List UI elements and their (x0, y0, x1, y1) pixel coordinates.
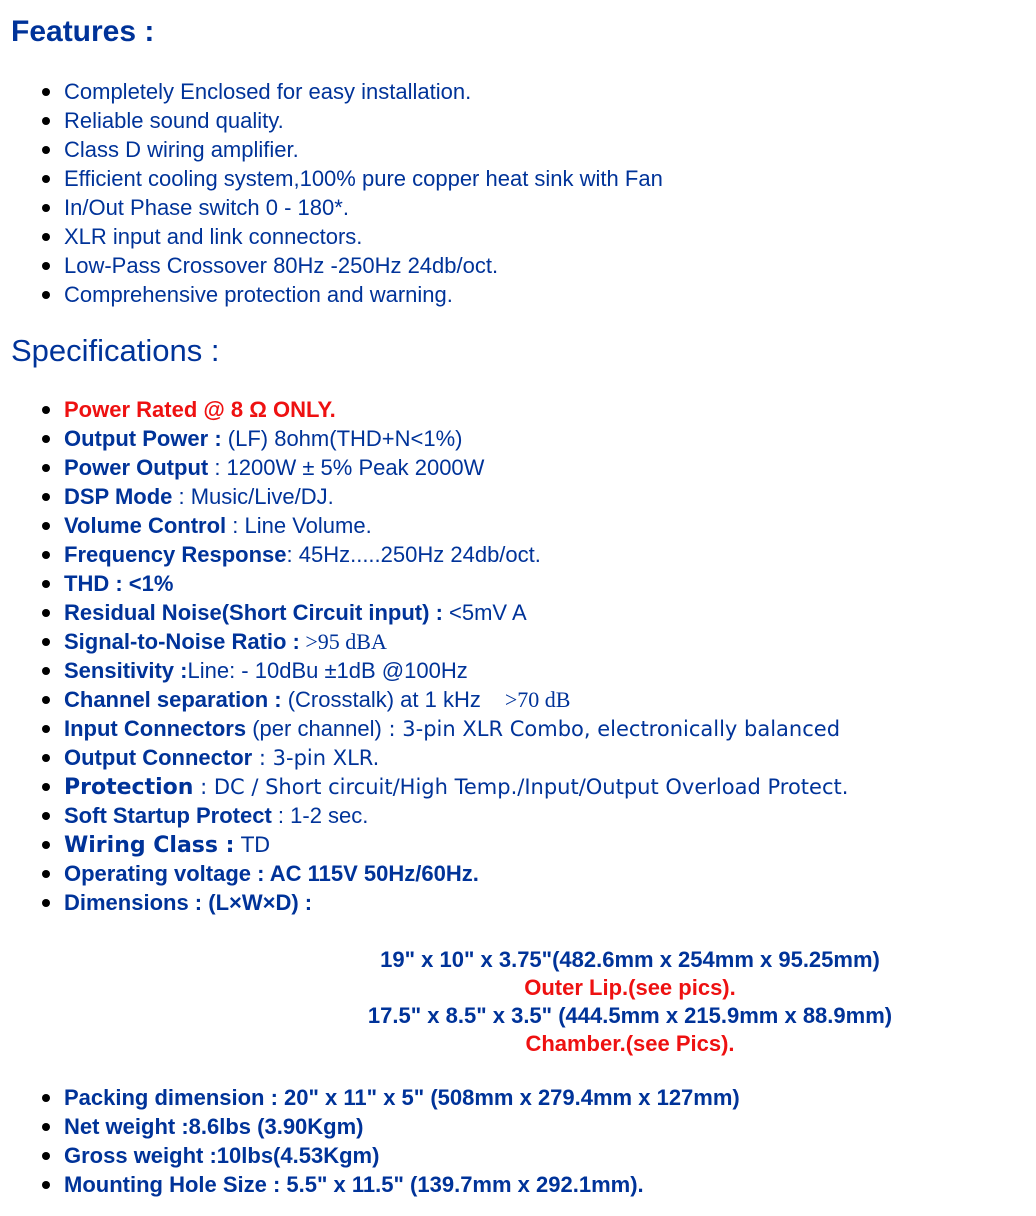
spec-value: Line: - 10dBu ±1dB @100Hz (187, 658, 468, 683)
spec-input-connectors (42, 714, 848, 743)
spec-value: : Music/Live/DJ. (172, 484, 334, 509)
spec-value: >95 dBA (299, 629, 387, 654)
bullet-icon (42, 638, 50, 646)
list-item (42, 77, 663, 106)
list-item (42, 251, 663, 280)
spec-value-secondary: : 3-pin XLR Combo, electronically balanced (381, 717, 841, 741)
feature-text: Completely Enclosed for easy installation. (64, 79, 472, 104)
bullet-icon (42, 117, 50, 125)
bullet-icon (42, 262, 50, 270)
chamber-dimensions: 17.5" x 8.5" x 3.5" (444.5mm x 215.9mm x 88.9mm) (367, 1003, 893, 1028)
bullet-icon (42, 146, 50, 154)
spec-dimensions (42, 888, 848, 917)
spec-label: Frequency Response (64, 542, 287, 567)
spec-net-weight (42, 1112, 740, 1141)
feature-text: In/Out Phase switch 0 - 180*. (64, 195, 349, 220)
spec-value: (LF) 8ohm(THD+N<1%) (221, 426, 463, 451)
bullet-icon (42, 580, 50, 588)
spec-label: Soft Startup Protect (64, 803, 272, 828)
feature-text: Reliable sound quality. (64, 108, 284, 133)
bullet-icon (42, 1152, 50, 1160)
list-item (42, 280, 663, 309)
bullet-icon (42, 88, 50, 96)
features-list (42, 77, 663, 309)
spec-label: Volume Control (64, 513, 227, 538)
feature-text: Efficient cooling system,100% pure copper heat sink with Fan (64, 166, 663, 191)
spec-label: Output Power : (64, 426, 222, 451)
spec-snr (42, 627, 848, 656)
spec-operating-voltage (42, 859, 848, 888)
spec-label: Output Connector (64, 745, 253, 770)
chamber-dimensions-note: Chamber.(see Pics). (525, 1031, 735, 1056)
outer-dimensions-note: Outer Lip.(see pics). (524, 975, 736, 1000)
bullet-icon (42, 204, 50, 212)
spec-output-connector (42, 743, 848, 772)
feature-text: Class D wiring amplifier. (64, 137, 299, 162)
bullet-icon (42, 175, 50, 183)
bullet-icon (42, 812, 50, 820)
power-rated-text: Power Rated @ 8 Ω ONLY. (64, 397, 336, 422)
list-item (42, 106, 663, 135)
bullet-icon (42, 1181, 50, 1189)
spec-label: Channel separation : (64, 687, 282, 712)
bullet-icon (42, 522, 50, 530)
bullet-icon (42, 696, 50, 704)
bullet-icon (42, 1123, 50, 1131)
spec-power-rated (42, 395, 848, 424)
feature-text: XLR input and link connectors. (64, 224, 363, 249)
spec-dsp-mode (42, 482, 848, 511)
spec-power-output (42, 453, 848, 482)
list-item (42, 135, 663, 164)
bullet-icon (42, 291, 50, 299)
spec-value: : 1200W ± 5% Peak 2000W (208, 455, 485, 480)
bullet-icon (42, 899, 50, 907)
spec-thd (42, 569, 848, 598)
spec-label: Residual Noise(Short Circuit input) : (64, 600, 443, 625)
spec-label: Signal-to-Noise Ratio : (64, 629, 300, 654)
features-heading: Features : (11, 15, 155, 48)
bullet-icon (42, 435, 50, 443)
bullet-icon (42, 233, 50, 241)
spec-value: : DC / Short circuit/High Temp./Input/Output Overload Protect. (193, 775, 849, 799)
spec-label: DSP Mode (64, 484, 173, 509)
spec-channel-separation (42, 685, 848, 714)
packing-dimension-text: Packing dimension : 20" x 11" x 5" (508mm x 279.4mm x 127mm) (64, 1085, 740, 1110)
list-item (42, 222, 663, 251)
spec-protection (42, 772, 848, 801)
spec-label: Power Output (64, 455, 209, 480)
bullet-icon (42, 609, 50, 617)
spec-wiring-class (42, 830, 848, 859)
bullet-icon (42, 1094, 50, 1102)
packing-list (42, 1083, 740, 1199)
list-item (42, 164, 663, 193)
spec-output-power (42, 424, 848, 453)
spec-residual-noise (42, 598, 848, 627)
spec-mounting-hole (42, 1170, 740, 1199)
spec-value-secondary: >70 dB (504, 687, 571, 712)
bullet-icon (42, 493, 50, 501)
spec-value: : 45Hz.....250Hz 24db/oct. (286, 542, 541, 567)
bullet-icon (42, 870, 50, 878)
spec-gross-weight (42, 1141, 740, 1170)
gross-weight-text: Gross weight :10lbs(4.53Kgm) (64, 1143, 380, 1168)
spec-label: Protection (64, 775, 194, 800)
spec-label: Input Connectors (64, 716, 247, 741)
bullet-icon (42, 754, 50, 762)
net-weight-text: Net weight :8.6lbs (3.90Kgm) (64, 1114, 364, 1139)
spec-sensitivity (42, 656, 848, 685)
spec-packing-dimension (42, 1083, 740, 1112)
spec-value: : 1-2 sec. (271, 803, 369, 828)
spec-soft-startup (42, 801, 848, 830)
spec-label: Sensitivity : (64, 658, 188, 683)
spec-value: <5mV A (442, 600, 527, 625)
spec-value: : Line Volume. (226, 513, 372, 538)
spec-label: Wiring Class : (64, 833, 235, 858)
operating-voltage-text: Operating voltage : AC 115V 50Hz/60Hz. (64, 861, 479, 886)
spec-value: (per channel) (246, 716, 382, 741)
spec-value: (Crosstalk) at 1 kHz (281, 687, 481, 712)
dimensions-label: Dimensions : (L×W×D) : (64, 890, 313, 915)
bullet-icon (42, 725, 50, 733)
thd-text: THD : <1% (64, 571, 174, 596)
bullet-icon (42, 783, 50, 791)
specifications-heading: Specifications : (11, 333, 220, 368)
spec-value: : 3-pin XLR. (252, 746, 380, 770)
bullet-icon (42, 406, 50, 414)
bullet-icon (42, 551, 50, 559)
specifications-list (42, 395, 848, 917)
spec-volume-control (42, 511, 848, 540)
list-item (42, 193, 663, 222)
bullet-icon (42, 464, 50, 472)
outer-dimensions: 19" x 10" x 3.75"(482.6mm x 254mm x 95.25mm) (380, 947, 880, 972)
spec-frequency-response (42, 540, 848, 569)
feature-text: Comprehensive protection and warning. (64, 282, 453, 307)
bullet-icon (42, 841, 50, 849)
bullet-icon (42, 667, 50, 675)
mounting-hole-text: Mounting Hole Size : 5.5" x 11.5" (139.7mm x 292.1mm). (64, 1172, 644, 1197)
feature-text: Low-Pass Crossover 80Hz -250Hz 24db/oct. (64, 253, 499, 278)
spec-value: TD (234, 833, 271, 857)
